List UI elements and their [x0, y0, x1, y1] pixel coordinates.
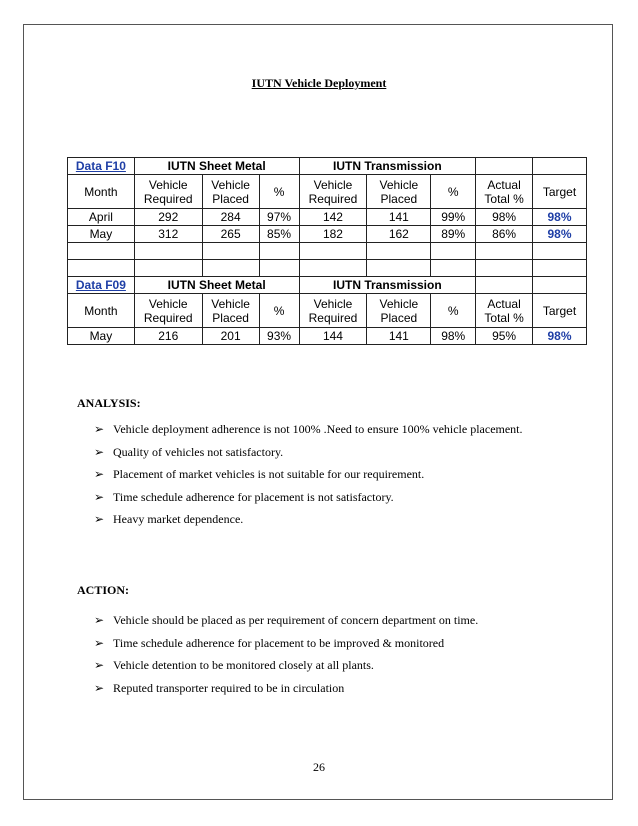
cell-value: 97%: [259, 209, 299, 226]
cell-month: May: [68, 226, 135, 243]
empty-cell: [533, 158, 587, 175]
list-item: ➢ Placement of market vehicles is not suitable for our requirement.: [94, 467, 425, 481]
empty-cell: [476, 277, 533, 294]
group-header-transmission: IUTN Transmission: [299, 277, 476, 294]
col-header-month: Month: [68, 175, 135, 209]
cell-value: 312: [134, 226, 202, 243]
list-item: ➢ Vehicle detention to be monitored closely at all plants.: [94, 658, 374, 672]
col-header-vehicle-required: Vehicle Required: [299, 175, 367, 209]
arrow-bullet-icon: ➢: [94, 444, 105, 459]
arrow-bullet-icon: ➢: [94, 489, 105, 504]
cell-value: 89%: [431, 226, 476, 243]
arrow-bullet-icon: ➢: [94, 422, 105, 436]
cell-value: 99%: [431, 209, 476, 226]
table-row: [68, 328, 587, 345]
cell-value: 292: [134, 209, 202, 226]
col-header-vehicle-placed: Vehicle Placed: [367, 175, 431, 209]
list-item: ➢ Time schedule adherence for placement to be improved & monitored: [94, 635, 445, 650]
cell-value: 141: [367, 328, 431, 345]
col-header-percent: %: [431, 175, 476, 209]
cell-month: April: [68, 209, 135, 226]
cell-value: 142: [299, 209, 367, 226]
cell-value: 98%: [431, 328, 476, 345]
group-header-sheet-metal: IUTN Sheet Metal: [134, 158, 299, 175]
cell-value: 85%: [259, 226, 299, 243]
list-item: ➢ Heavy market dependence.: [94, 512, 244, 526]
group-header-transmission: IUTN Transmission: [299, 158, 476, 175]
list-item: ➢ Reputed transporter required to be in circulation: [94, 680, 345, 695]
table-id-link[interactable]: Data F10: [68, 158, 135, 175]
page-number: 26: [313, 760, 325, 774]
cell-value: 144: [299, 328, 367, 345]
cell-value: 216: [134, 328, 202, 345]
arrow-bullet-icon: ➢: [94, 635, 105, 650]
table-id-link[interactable]: Data F09: [68, 277, 135, 294]
cell-value: 182: [299, 226, 367, 243]
empty-row: [68, 260, 587, 277]
deployment-table: [67, 157, 587, 345]
table-row: [68, 226, 587, 243]
col-header-vehicle-placed: Vehicle Placed: [202, 175, 259, 209]
cell-month: May: [68, 328, 135, 345]
cell-target: 98%: [533, 328, 587, 345]
col-header-vehicle-placed: Vehicle Placed: [367, 294, 431, 328]
cell-value: 86%: [476, 226, 533, 243]
empty-row: [68, 243, 587, 260]
cell-value: 98%: [476, 209, 533, 226]
analysis-heading: ANALYSIS:: [77, 396, 141, 410]
col-header-vehicle-required: Vehicle Required: [134, 175, 202, 209]
col-header-month: Month: [68, 294, 135, 328]
arrow-bullet-icon: ➢: [94, 680, 105, 695]
list-item: ➢ Quality of vehicles not satisfactory.: [94, 444, 284, 459]
cell-target: 98%: [533, 226, 587, 243]
col-header-vehicle-required: Vehicle Required: [299, 294, 367, 328]
col-header-percent: %: [431, 294, 476, 328]
col-header-percent: %: [259, 294, 299, 328]
group-header-sheet-metal: IUTN Sheet Metal: [134, 277, 299, 294]
cell-value: 265: [202, 226, 259, 243]
col-header-target: Target: [533, 294, 587, 328]
page-title: IUTN Vehicle Deployment: [251, 76, 387, 90]
col-header-actual-total: Actual Total %: [476, 175, 533, 209]
cell-value: 201: [202, 328, 259, 345]
arrow-bullet-icon: ➢: [94, 512, 105, 526]
table-row: [68, 209, 587, 226]
empty-cell: [476, 158, 533, 175]
action-heading: ACTION:: [77, 583, 130, 597]
cell-target: 98%: [533, 209, 587, 226]
col-header-actual-total: Actual Total %: [476, 294, 533, 328]
col-header-target: Target: [533, 175, 587, 209]
arrow-bullet-icon: ➢: [94, 613, 105, 627]
arrow-bullet-icon: ➢: [94, 467, 105, 481]
cell-value: 95%: [476, 328, 533, 345]
cell-value: 284: [202, 209, 259, 226]
list-item: ➢ Vehicle should be placed as per requirement of concern department on time.: [94, 613, 479, 627]
col-header-percent: %: [259, 175, 299, 209]
action-list: [94, 612, 478, 702]
analysis-list: [94, 421, 523, 534]
arrow-bullet-icon: ➢: [94, 658, 105, 672]
cell-value: 93%: [259, 328, 299, 345]
col-header-vehicle-placed: Vehicle Placed: [202, 294, 259, 328]
list-item: ➢ Time schedule adherence for placement is not satisfactory.: [94, 489, 394, 504]
list-item: ➢ Vehicle deployment adherence is not 100% .Need to ensure 100% vehicle placement.: [94, 422, 523, 436]
cell-value: 162: [367, 226, 431, 243]
empty-cell: [533, 277, 587, 294]
col-header-vehicle-required: Vehicle Required: [134, 294, 202, 328]
cell-value: 141: [367, 209, 431, 226]
